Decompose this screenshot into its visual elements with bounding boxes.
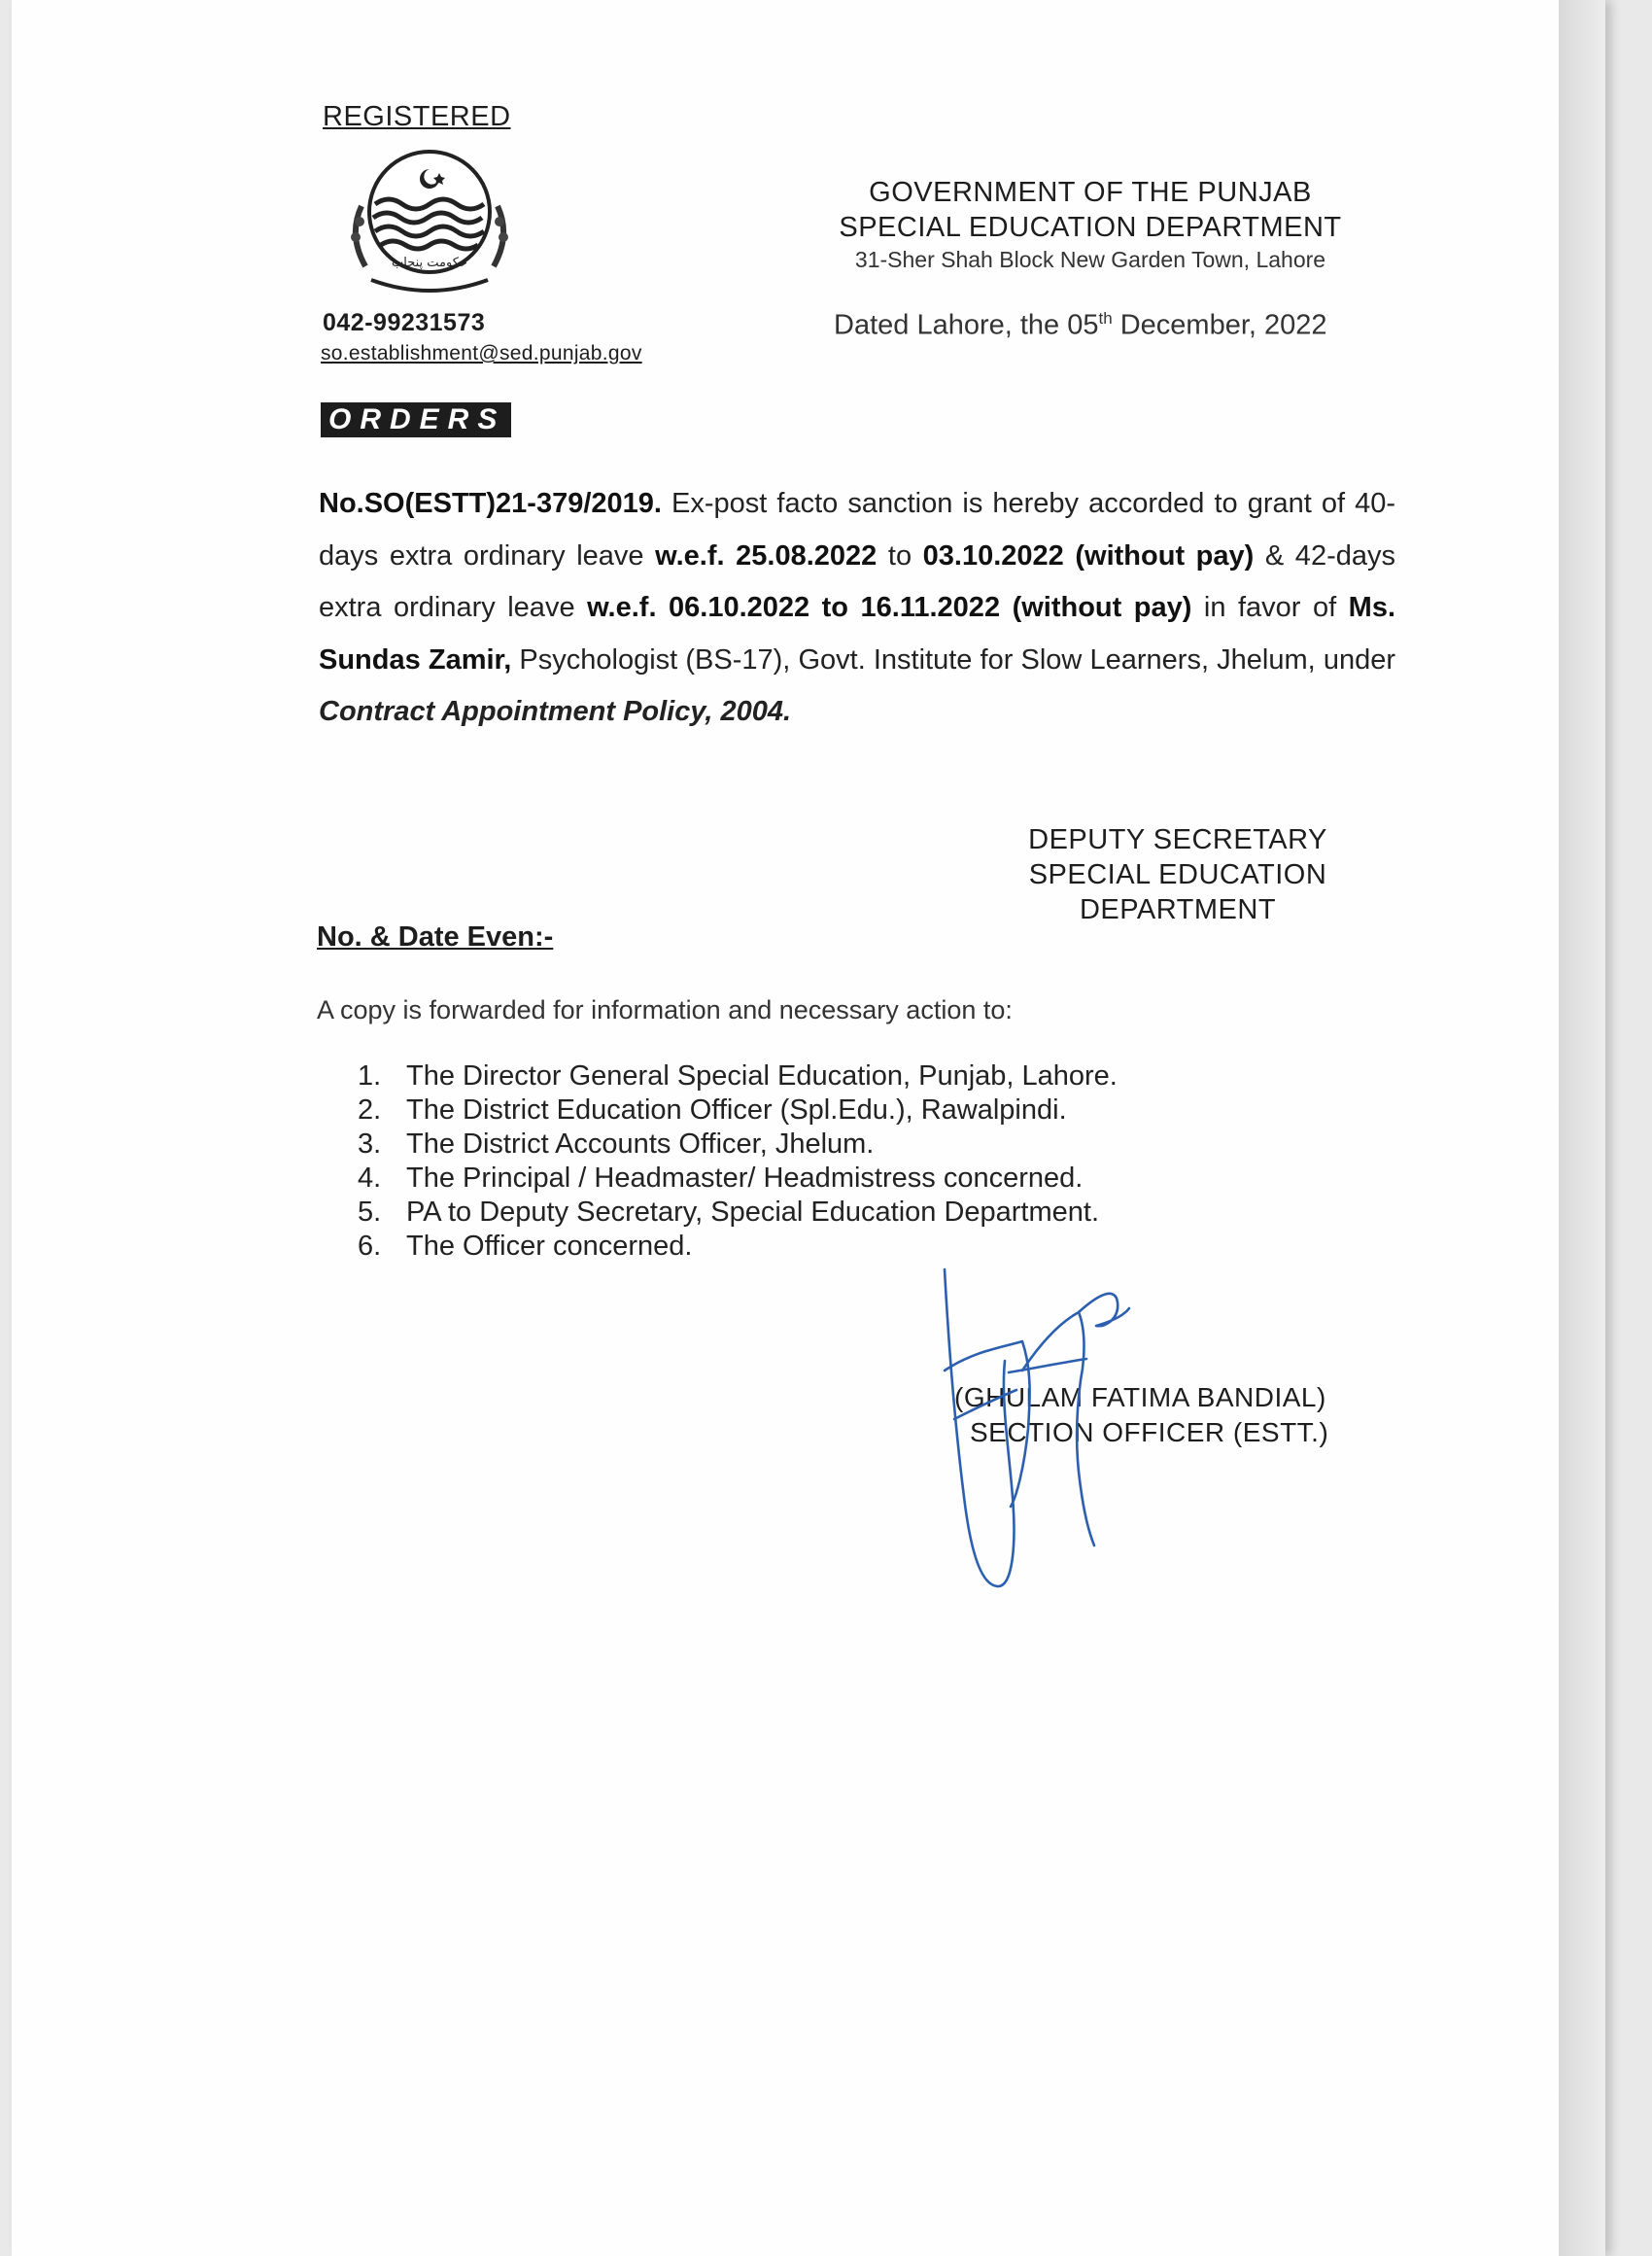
page-edge-shadow xyxy=(1559,0,1605,2256)
list-item: 4. The Principal / Headmaster/ Headmistress concerned. xyxy=(358,1163,1084,1194)
punjab-government-logo xyxy=(332,148,527,303)
department-address: 31-Sher Shah Block New Garden Town, Lahore xyxy=(854,247,1326,272)
list-item: 1. The Director General Special Education, Punjab, Lahore. xyxy=(358,1060,1118,1092)
department-header xyxy=(779,175,1401,274)
copy-forward-line: A copy is forwarded for information and necessary action to: xyxy=(317,995,1013,1024)
signatory-name: (GHULAM FATIMA BANDIAL) xyxy=(954,1382,1326,1412)
deputy-secretary-block: DEPUTY SECRETARY SPECIAL EDUCATION DEPARTMENT xyxy=(1028,824,1327,925)
list-item: 5. PA to Deputy Secretary, Special Education Department. xyxy=(358,1197,1100,1228)
document-page xyxy=(12,0,1605,2256)
policy-name: Contract Appointment Policy, 2004. xyxy=(319,696,792,727)
svg-text:حکومت پنجاب: حکومت پنجاب xyxy=(392,256,467,270)
signatory-title: SECTION OFFICER (ESTT.) xyxy=(970,1417,1329,1447)
handwritten-signature-icon xyxy=(915,1254,1207,1604)
list-item: 3. The District Accounts Officer, Jhelum. xyxy=(358,1128,875,1160)
employee-name: Ms. Sundas Zamir, xyxy=(319,592,1395,676)
order-reference: No.SO(ESTT)21-379/2019. xyxy=(319,488,662,519)
distribution-list xyxy=(358,1059,1118,1264)
government-title: GOVERNMENT OF THE PUNJAB xyxy=(869,177,1312,208)
department-title: SPECIAL EDUCATION DEPARTMENT xyxy=(839,212,1342,243)
date-line: Dated Lahore, the 05th December, 2022 xyxy=(834,309,1327,341)
registered-label: REGISTERED xyxy=(323,101,511,132)
list-item: 6. The Officer concerned. xyxy=(358,1231,693,1262)
email-address: so.establishment@sed.punjab.gov xyxy=(321,342,642,364)
orders-heading: ORDERS xyxy=(321,402,511,437)
phone-number: 042-99231573 xyxy=(323,309,486,336)
list-item: 2. The District Education Officer (Spl.Edu.), Rawalpindi. xyxy=(358,1094,1067,1126)
no-date-even-heading: No. & Date Even:- xyxy=(317,921,554,953)
order-body: No.SO(ESTT)21-379/2019. Ex-post facto sanction is hereby accorded to grant of 40-days extra ordinary leave w.e.f. 25.08.2022 to 03.10.2022 (without pay) & 42-days extra ordinary leave w.e.f. 06.10.2022 to 16.11.2022 (without pay) in favor of Ms. Sundas Zamir, Psychologist (BS-17), Govt. Institute for Slow Learners, Jhelum, under Contract Appointment Policy, 2004. xyxy=(319,488,1395,727)
